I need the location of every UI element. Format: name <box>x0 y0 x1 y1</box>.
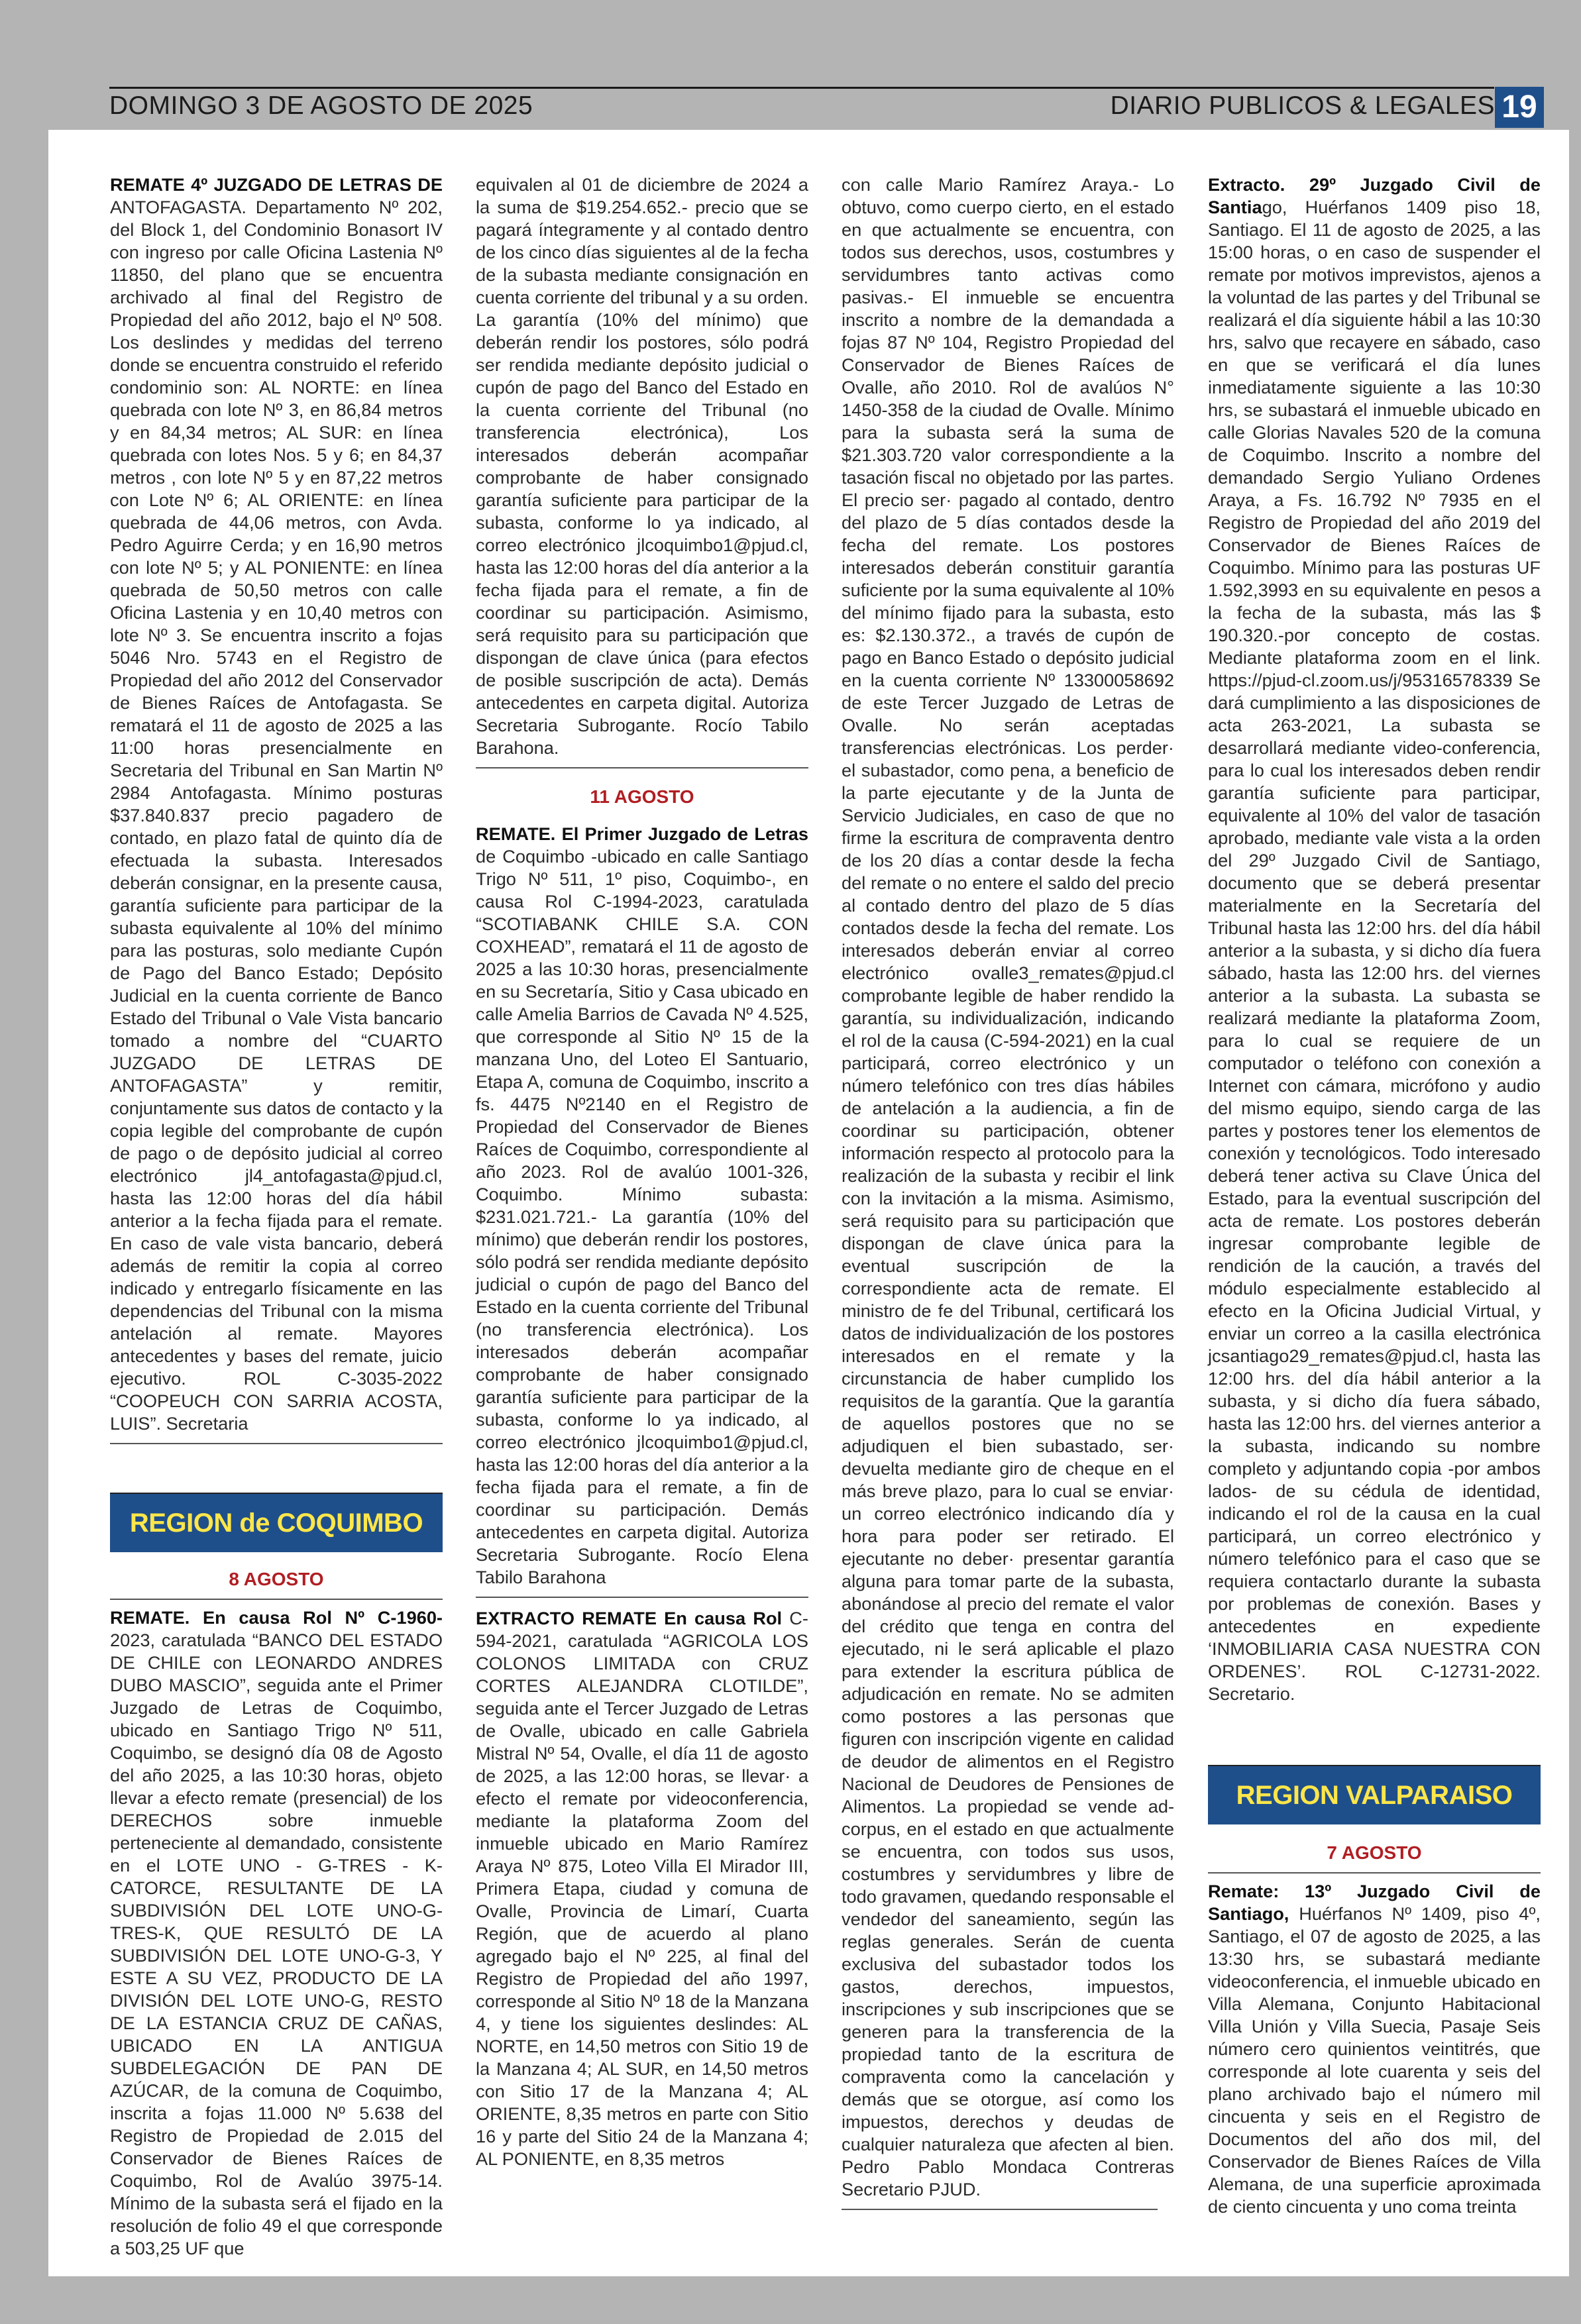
notice-13-juzgado <box>1208 1880 1541 2218</box>
date-heading: 8 AGOSTO <box>229 1569 324 1589</box>
header-rule <box>109 87 1494 89</box>
notice-continuation: con calle Mario Ramírez Araya.- Lo obtuvo, como cuerpo cierto, en el estado en que actualmente se encuentra, con todos sus derechos, usos, costumbres y servidumbres tanto activas como pasivas.- El inmueble se encuentra inscrito a nombre de la demandada a fojas 87 Nº 104, Registro Propiedad del Conservador de Bienes Raíces de Ovalle, año 2010. Rol de avalúos N° 1450-358 de la ciudad de Ovalle. Mínimo para la subasta será la suma de $21.303.720 valor correspondiente a la tasación fiscal no objetado por las partes. El precio ser· pagado al contado, dentro del plazo de 5 días contados desde la fecha del remate. Los postores interesados deberán constituir garantía suficiente por la suma equivalente al 10% del mínimo fijado para la subasta, esto es: $2.130.372., a través de cupón de pago en Banco Estado o depósito judicial en la cuenta corriente Nº 13300058692 de este Tercer Juzgado de Letras de Ovalle. No serán aceptadas transferencias electrónicas. Los perder· el subastador, como pena, a beneficio de la parte ejecutante y de la Junta de Servicio Judiciales, en caso de que no firme la escritura de compraventa dentro de los 20 días a contar desde la fecha del remate o no entere el saldo del precio al contado dentro del plazo de 5 días contados desde la fecha del remate. Los interesados deberán enviar al correo electrónico ovalle3_remates@pjud.cl comprobante legible de haber rendido la garantía, su individualización, indicando el rol de la causa (C-594-2021) en la cual participará, correo electrónico y un número telefónico con tres días hábiles de antelación a la audiencia, a fin de coordinar su participación, obtener información respecto al protocolo para la realización de la subasta y recibir el link con la invitación a la misma. Asimismo, será requisito para su participación que dispongan de clave única para la eventual suscripción de la correspondiente acta de remate. El ministro de fe del Tribunal, certificará los datos de individualización de los postores interesados en el remate y la circunstancia de haber cumplido los requisitos de la garantía. Que la garantía de aquellos postores que no se adjudiquen el bien subastado, ser· devuelta mediante giro de cheque en el más breve plazo, para lo cual se enviar· un correo electrónico indicando día y hora para poder ser retirado. El ejecutante no deber· presentar garantía alguna para tomar parte de la subasta, abonándose al precio del remate el valor del crédito que tenga en contra del ejecutado, ni le será aplicable el plazo para extender la escritura pública de adjudicación en remate. No se admiten como postores a las personas que figuren con inscripción vigente en calidad de deudor de alimentos en el Registro Nacional de Deudores de Pensiones de Alimentos. La propiedad se vende ad-corpus, en el estado en que actualmente se encuentra, con todos sus usos, costumbres y servidumbres y libre de todo gravamen, quedando responsable el vendedor del saneamiento, según las reglas generales. Serán de cuenta exclusiva del subastador todos los gastos, derechos, impuestos, inscripciones y sub inscripciones que se generen para la transferencia de la propiedad tanto de la escritura de compraventa como la cancelación y demás que se otorgue, así como los impuestos, derechos y deudas de cualquier naturaleza que afecten al bien. Pedro Pablo Mondaca Contreras Secretario PJUD. <box>842 174 1174 2199</box>
notice-continuation: equivalen al 01 de diciembre de 2024 a la suma de $19.254.652.- precio que se pagará íntegramente y al contado dentro de los cinco días siguientes al de la fecha de la subasta mediante consignación en cuenta corriente del tribunal y a su orden. La garantía (10% del mínimo) que deberán rendir los postores, sólo podrá ser rendida mediante depósito judicial o cupón de pago del Banco del Estado en la cuenta corriente del Tribunal (no transferencia electrónica), Los interesados deberán acompañar comprobante de haber consignado garantía suficiente para participar de la subasta, conforme lo ya indicado, al correo electrónico jlcoquimbo1@pjud.cl, hasta las 12:00 horas del día anterior a la fecha fijada para el remate, a fin de coordinar su participación. Asimismo, será requisito para su participación que dispongan de clave única (para efectos de posible suscripción de acta). Demás antecedentes en carpeta digital. Autoriza Secretaria Subrogante. Rocío Tabilo Barahona. <box>476 174 808 758</box>
notice-body: C-594-2021, caratulada “AGRICOLA LOS COLONOS LIMITADA con CRUZ CORTES ALEJANDRA CLOTILDE”, seguida ante el Tercer Juzgado de Letras de Ovalle, ubicado en calle Gabriela Mistral Nº 54, Ovalle, el día 11 de agosto de 2025, a las 12:00 horas, se llevar· a efecto el remate por videoconferencia, mediante la plataforma Zoom del inmueble ubicado en Mario Ramírez Araya Nº 875, Loteo Villa El Mirador III, Primera Etapa, ciudad y comuna de Ovalle, Provincia de Limarí, Cuarta Región, que de acuerdo al plano agregado bajo el Nº 225, al final del Registro de Propiedad del año 1997, corresponde al Sitio Nº 18 de la Manzana 4, y tiene los siguientes deslindes: AL NORTE, en 14,50 metros con Sitio 19 de la Manzana 4; AL SUR, en 14,50 metros con Sitio 17 de la Manzana 4; AL ORIENTE, 8,35 metros en parte con Sitio 16 y parte del Sitio 24 de la Manzana 4; AL PONIENTE, en 8,35 metros <box>476 1608 808 2169</box>
divider <box>1208 1872 1541 1874</box>
notice-body: 2023, caratulada “BANCO DEL ESTADO DE CHILE con LEONARDO ANDRES DUBO MASCIO”, seguida ante el Primer Juzgado de Letras de Coquimbo, ubicado en Santiago Trigo Nº 511, Coquimbo, se designó día 08 de Agosto del año 2025, a las 10:30 horas, objeto llevar a efecto remate (presencial) de los DERECHOS sobre inmueble perteneciente al demandado, consistente en el LOTE UNO - G-TRES - K- CATORCE, RESULTANTE DE LA SUBDIVISIÓN DEL LOTE UNO-G-TRES-K, QUE RESULTÓ DE LA SUBDIVISIÓN DEL LOTE UNO-G-3, Y ESTE A SU VEZ, PRODUCTO DE LA DIVISIÓN DEL LOTE UNO-G, RESTO DE LA ESTANCIA CRUZ DE CAÑAS, UBICADO EN LA ANTIGUA SUBDELEGACIÓN DE PAN DE AZÚCAR, de la comuna de Coquimbo, inscrita a fojas 11.000 Nº 5.638 del Registro de Propiedad de 2.015 del Conservador de Bienes Raíces de Coquimbo, Rol de Avalúo 3975-14. Mínimo de la subasta será el fijado en la resolución de folio 49 el que corresponde a 503,25 UF que <box>110 1630 443 2258</box>
notice-lead: REMATE. En causa Rol Nº C-1960- <box>110 1607 443 1628</box>
column-4 <box>1208 174 1541 1705</box>
notice-29-juzgado <box>1208 174 1541 1705</box>
notice-lead: REMATE. El Primer Juzgado de Letras <box>476 823 808 844</box>
page-number: 19 <box>1495 87 1544 128</box>
divider <box>476 767 808 768</box>
notice-body: Huérfanos Nº 1409, piso 4º, Santiago, el 07 de agosto de 2025, a las 13:30 hrs, se subastará mediante videoconferencia, el inmueble ubicado en Villa Alemana, Conjunto Habitacional Villa Unión y Villa Suecia, Pasaje Seis número cero quinientos veintitrés, que corresponde al lote cuarenta y seis del plano archivado bajo el número mil cincuenta y seis en el Registro de Documentos del año dos mil, del Conservador de Bienes Raíces de Villa Alemana, de una superficie aproximada de ciento cincuenta y uno coma treinta <box>1208 1903 1541 2217</box>
region-banner-valparaiso: REGION VALPARAISO <box>1208 1765 1541 1824</box>
divider <box>476 1597 808 1598</box>
notice-lead: REMATE 4º JUZGADO DE LETRAS DE <box>110 174 443 195</box>
notice-body: de Coquimbo -ubicado en calle Santiago Trigo Nº 511, 1º piso, Coquimbo-, en causa Rol C-1994-2023, caratulada “SCOTIABANK CHILE S.A. CON COXHEAD”, rematará el 11 de agosto de 2025 a las 10:30 horas, presencialmente en su Secretaría, Sitio y Casa ubicado en calle Amelia Barrios de Cavada Nº 4.525, que corresponde al Sitio Nº 15 de la manzana Uno, del Loteo El Santuario, Etapa A, comuna de Coquimbo, inscrito a fs. 4475 Nº2140 en el Registro de Propiedad del Conservador de Bienes Raíces de Coquimbo, correspondiente al año 2023. Rol de avalúo 1001-326, Coquimbo. Mínimo subasta: $231.021.721.- La garantía (10% del mínimo) que deberán rendir los postores, sólo podrá ser rendida mediante depósito judicial o cupón de pago del Banco del Estado en la cuenta corriente del Tribunal (no transferencia electrónica). Los interesados deberán acompañar comprobante de haber consignado garantía suficiente para participar de la subasta, conforme lo ya indicado, al correo electrónico jlcoquimbo1@pjud.cl, hasta las 12:00 horas del día anterior a la fecha fijada para el remate, a fin de coordinar su participación. Demás antecedentes en carpeta digital. Autoriza Secretaria Subrogante. Rocío Elena Tabilo Barahona <box>476 846 808 1587</box>
date-heading: 11 AGOSTO <box>590 786 694 807</box>
notice-lead: Extracto. 29º Juzgado Civil de Santia <box>1208 174 1541 217</box>
column-3 <box>842 174 1174 2210</box>
column-4-lower <box>1208 1842 1541 2218</box>
date-heading: 7 AGOSTO <box>1327 1842 1422 1863</box>
notice-lead: Remate: 13º Juzgado Civil de Santiago, <box>1208 1881 1541 1924</box>
notice-antofagasta <box>110 174 443 1435</box>
header-date: DOMINGO 3 DE AGOSTO DE 2025 <box>109 91 533 120</box>
divider <box>842 2209 1158 2210</box>
column-1 <box>110 174 443 1444</box>
notice-scotiabank <box>476 823 808 1589</box>
divider <box>110 1599 443 1600</box>
column-1-lower <box>110 1568 443 2260</box>
notice-banco-estado <box>110 1607 443 2260</box>
divider <box>110 1443 443 1444</box>
notice-agricola <box>476 1607 808 2170</box>
region-banner-coquimbo: REGION de COQUIMBO <box>110 1493 443 1552</box>
column-2 <box>476 174 808 2170</box>
notice-body: go, Huérfanos 1409 piso 18, Santiago. El 11 de agosto de 2025, a las 15:00 horas, o en caso de suspender el remate por motivos imprevistos, ajenos a la voluntad de las partes y del Tribunal se realizará el día siguiente hábil a las 10:30 hrs, salvo que recayere en sábado, caso en que se verificará el día lunes inmediatamente siguiente a las 10:30 hrs, se subastará el inmueble ubicado en calle Glorias Navales 520 de la comuna de Coquimbo. Inscrito a nombre del demandado Sergio Yuliano Ordenes Araya, a Fs. 16.792 Nº 7935 en el Registro de Propiedad del año 2019 del Conservador de Bienes Raíces de Coquimbo. Mínimo para las posturas UF 1.592,3993 en su equivalente en pesos a la fecha de la subasta, más las $ 190.320.-por concepto de costas. Mediante plataforma zoom en el link. https://pjud-cl.zoom.us/j/95316578339 Se dará cumplimiento a las disposiciones de acta 263-2021, La subasta se desarrollará mediante video-conferencia, para lo cual los interesados deben rendir garantía suficiente para participar, equivalente al 10% del valor de tasación aprobado, mediante vale vista a la orden del 29º Juzgado Civil de Santiago, documento que se deberá presentar materialmente en la Secretaría del Tribunal hasta las 12:00 hrs. del día hábil anterior a la subasta, y si dicho día fuera sábado, hasta las 12:00 hrs. del viernes anterior a la subasta. La subasta se realizará mediante la plataforma Zoom, para lo cual se requiere de un computador o teléfono con conexión a Internet con cámara, micrófono y audio del mismo equipo, siendo carga de las partes y postores tener los elementos de conexión y tecnológicos. Todo interesado deberá tener activa su Clave Única del Estado, para la eventual suscripción del acta de remate. Los postores deberán ingresar comprobante legible de rendición de la caución, a través del módulo especialmente establecido al efecto en la Oficina Judicial Virtual, y enviar un correo a la casilla electrónica jcsantiago29_remates@pjud.cl, hasta las 12:00 hrs. del día hábil anterior a la subasta, y si dicho día fuera sábado, hasta las 12:00 hrs. del viernes anterior a la subasta, indicando su nombre completo y adjuntando copia -por ambos lados- de su cédula de identidad, indicando el rol de la causa en la cual participará, un correo electrónico y número telefónico para el caso que se requiera contactarlo durante la subasta por problemas de conexión. Bases y antecedentes en expediente ‘INMOBILIARIA CASA NUESTRA CON ORDENES’. ROL C-12731-2022. Secretario. <box>1208 197 1541 1704</box>
notice-body: ANTOFAGASTA. Departamento Nº 202, del Block 1, del Condominio Bonasort IV con ingreso por calle Oficina Lastenia Nº 11850, del plano que se encuentra archivado al final del Registro de Propiedad del año 2012, bajo el Nº 508. Los deslindes y medidas del terreno donde se encuentra construido el referido condominio son: AL NORTE: en línea quebrada con lote Nº 3, en 86,84 metros y en 84,34 metros; AL SUR: en línea quebrada con lotes Nos. 5 y 6; en 84,37 metros , con lote Nº 5 y en 87,22 metros con Lote Nº 6; AL ORIENTE: en línea quebrada de 44,06 metros, con Avda. Pedro Aguirre Cerda; y en 16,90 metros con lote Nº 5; y AL PONIENTE: en línea quebrada de 50,50 metros con calle Oficina Lastenia y en 10,40 metros con lote Nº 3. Se encuentra inscrito a fojas 5046 Nro. 5743 en el Registro de Propiedad del año 2012 del Conservador de Bienes Raíces de Antofagasta. Se rematará el 11 de agosto de 2025 a las 11:00 horas presencialmente en Secretaria del Tribunal en San Martin Nº 2984 Antofagasta. Mínimo posturas $37.840.837 precio pagadero de contado, en plazo fatal de quinto día de efectuada la subasta. Interesados deberán consignar, en la presente causa, garantía suficiente para participar de la subasta equivalente al 10% del mínimo para las posturas, solo mediante Cupón de Pago del Banco Estado; Depósito Judicial en la cuenta corriente de Banco Estado del Tribunal o Vale Vista bancario tomado a nombre del “CUARTO JUZGADO DE LETRAS DE ANTOFAGASTA” y remitir, conjuntamente sus datos de contacto y la copia legible del comprobante de cupón de pago o de depósito judicial al correo electrónico jl4_antofagasta@pjud.cl, hasta las 12:00 horas del día hábil anterior a la fecha fijada para el remate. En caso de vale vista bancario, deberá además de remitir la copia al correo indicado y entregarlo físicamente en las dependencias del Tribunal con la misma antelación al remate. Mayores antecedentes y bases del remate, juicio ejecutivo. ROL C-3035-2022 “COOPEUCH CON SARRIA ACOSTA, LUIS”. Secretaria <box>110 197 443 1434</box>
header-publication: DIARIO PUBLICOS & LEGALES <box>1110 91 1495 120</box>
notice-lead: EXTRACTO REMATE En causa Rol <box>476 1608 783 1628</box>
